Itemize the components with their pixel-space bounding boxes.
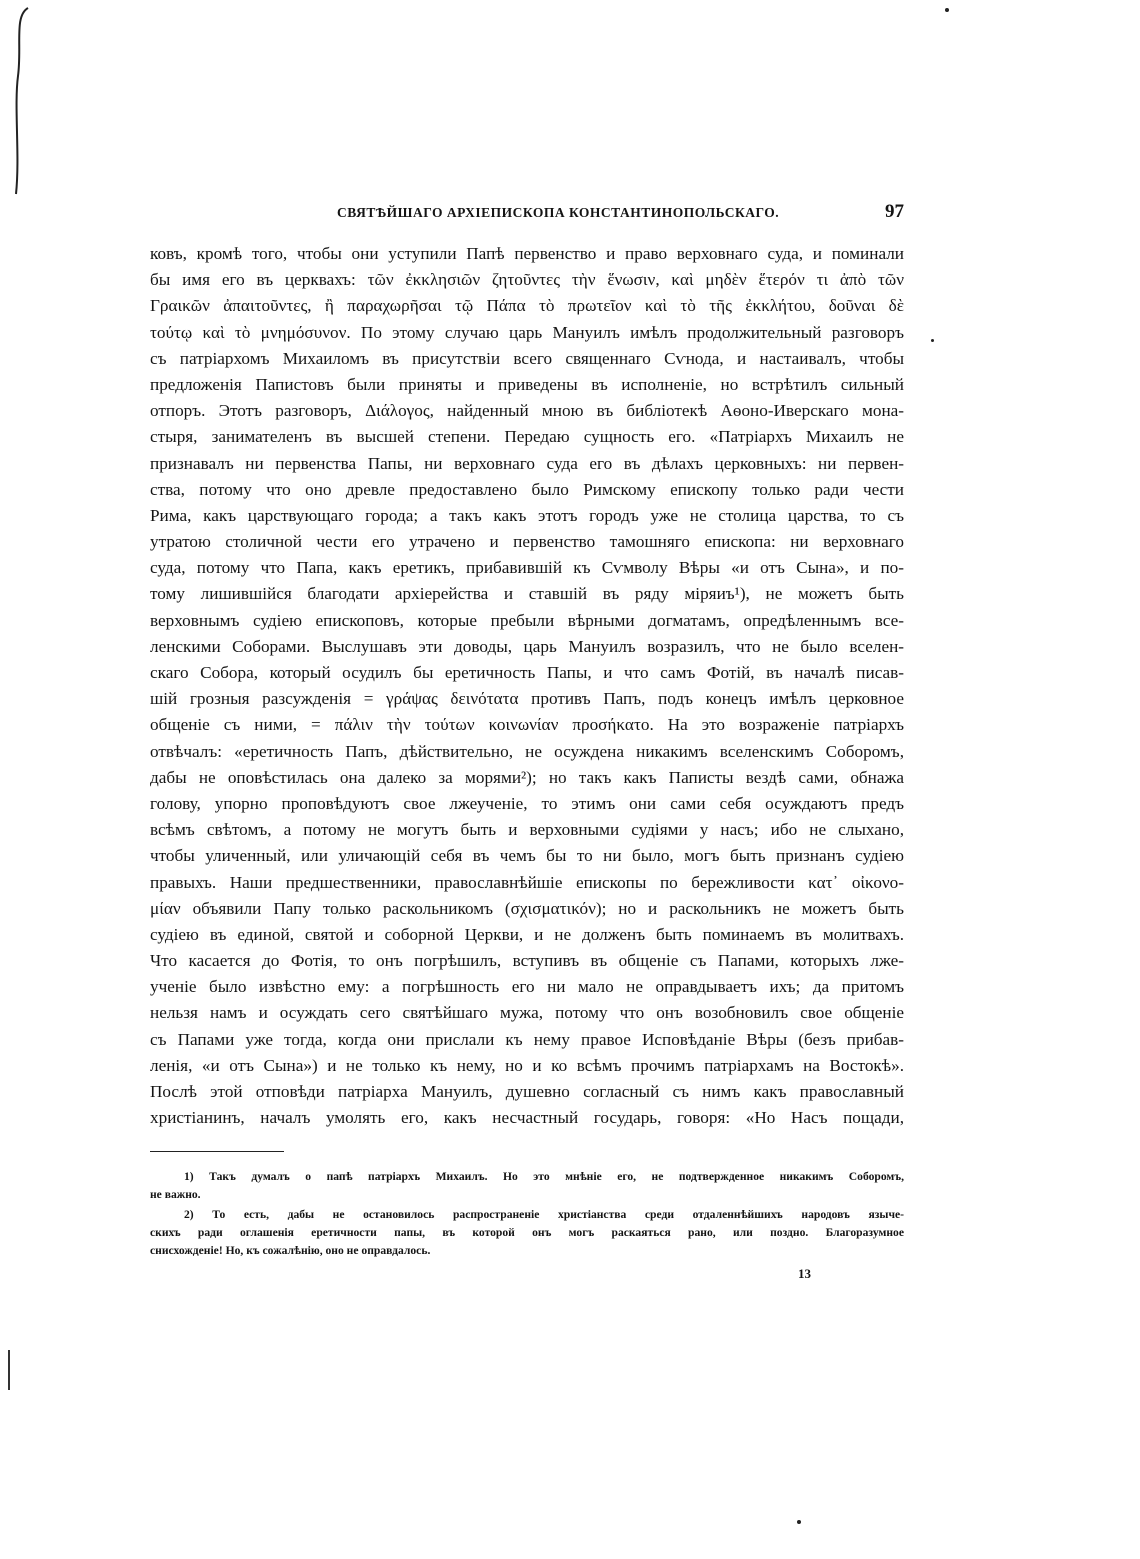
running-header [150, 201, 904, 227]
text-line: стыря, занимателенъ въ высшей степени. Передаю сущность его. «Патріархъ Михаилъ не [150, 427, 904, 447]
text-line: отвѣчалъ: «еретичность Папъ, дѣйствительно, не осуждена никакимъ вселенскимъ Соборомъ, [150, 741, 904, 761]
text-line: чтобы уличенный, или уличающій себя въ чемъ бы то ни было, могъ быть признанъ судіею [150, 846, 904, 866]
text-line: Рима, какъ царствующаго города; а такъ какъ этотъ городъ уже не столица царства, то съ [150, 505, 904, 525]
footnote-1: 1) Такъ думалъ о папѣ патріархъ Михаилъ. Но это мнѣніе его, не подтвержденное никакимъ Соборомъ, [184, 1170, 904, 1183]
text-line: шій грозныя разсужденія = γράψας δεινότατα противъ Папъ, подъ конецъ имѣлъ церковное [150, 689, 904, 709]
scan-edge-bracket [6, 6, 34, 196]
text-line: христіанинъ, началъ умолять его, какъ несчастный государь, говоря: «Но Насъ пощади, [150, 1108, 904, 1128]
text-line: голову, упорно проповѣдуютъ свое лжеученіе, то этимъ они сами себя осуждаютъ предъ [150, 793, 904, 813]
text-line: Γραικῶν ἀπαιτοῦντες, ἢ παραχωρῆσαι τῷ Πάπα τὸ πρωτεῖον καὶ τὸ τῆς ἐκκλήτου, δοῦναι δὲ [150, 296, 904, 316]
footnote-2: 2) То есть, дабы не остановилось распространеніе христіанства среди отдаленнѣйшихъ народовъ языче- [184, 1208, 904, 1221]
scan-dust-mark [945, 8, 949, 12]
scan-dust-mark [931, 339, 934, 342]
text-line: Что касается до Фотія, то онъ погрѣшилъ, вступивъ въ общеніе съ Папами, которыхъ лже- [150, 951, 904, 971]
running-title: СВЯТѢЙШАГО АРХІЕПИСКОПА КОНСТАНТИНОПОЛЬСКАГО. [337, 205, 780, 220]
text-line: всѣмъ свѣтомъ, а потому не могутъ быть и верховными судіями у насъ; ибо не слыхано, [150, 820, 904, 840]
text-line: τούτῳ καὶ τὸ μνημόσυνον. По этому случаю царь Мануилъ имѣлъ продолжительный разговоръ [150, 322, 904, 342]
text-line: общеніе съ ними, = πάλιν τὴν τούτων κοινωνίαν προσήκατο. На это возраженіе патріархъ [150, 715, 904, 735]
text-line: Послѣ этой отповѣди патріарха Мануилъ, душевно согласный съ нимъ какъ православный [150, 1082, 904, 1101]
footnote-1-continued: не важно. [150, 1188, 201, 1201]
page-number: 97 [885, 201, 904, 222]
text-line: ства, потому что оно древле предоставлено было Римскому епископу только ради чести [150, 479, 904, 499]
text-line: ковъ, кромѣ того, чтобы они уступили Папѣ первенство и право верховнаго суда, и поминали [150, 244, 904, 263]
text-line: тому лишившійся благодати архіерейства и ставшій въ ряду міряиъ¹), не можетъ быть [150, 584, 904, 604]
text-line: признавалъ ни первенства Папы, ни верховнаго суда его въ дѣлахъ церковныхъ: ни первен- [150, 453, 904, 473]
text-line: предложенія Папистовъ были приняты и приведены въ исполненіе, но встрѣтилъ сильный [150, 374, 904, 394]
text-line: дабы не оповѣстилась она далеко за морями²); но такъ какъ Паписты вездѣ сами, обнажа [150, 767, 904, 787]
text-line: верховнымъ судіею епископовъ, которые пребыли вѣрными догматамъ, опредѣленнымъ все- [150, 610, 904, 630]
scan-dust-mark [797, 1520, 801, 1524]
footnotes [150, 1168, 904, 1260]
text-line: скаго Собора, который осудилъ бы еретичность Папы, и что самъ Фотій, въ началѣ писав- [150, 663, 904, 682]
text-line: суда, потому что Папа, какъ еретикъ, прибавившій къ Сѵмволу Вѣры «и отъ Сына», и по- [150, 558, 904, 578]
footnote-2-continued: снисхожденіе! Но, къ сожалѣнію, оно не оправдалось. [150, 1244, 431, 1257]
signature-mark: 13 [798, 1266, 811, 1281]
footnote-2-continued: скихъ ради оглашенія еретичности папы, въ которой онъ могъ раскаяться рано, или поздно. Благоразумное [150, 1226, 904, 1239]
text-line: ленія, «и отъ Сына») и не только къ нему, но и ко всѣмъ прочимъ патріархамъ на Востокѣ». [150, 1055, 904, 1075]
text-line: нельзя намъ и осуждать сего святѣйшаго мужа, потому что онъ возобновилъ свое общеніе [150, 1003, 904, 1023]
text-line: утратою столичной чести его утрачено и первенство тамошняго епископа: ни верховнаго [150, 532, 904, 552]
scan-edge-mark [8, 1350, 10, 1390]
text-line: правыхъ. Наши предшественники, православнѣйшіе епископы по бережливости κατ᾽ οἰκονο- [150, 872, 904, 892]
main-text [150, 241, 904, 1131]
footnote-rule [150, 1151, 284, 1152]
text-line: μίαν объявили Папу только раскольникомъ (σχισματικόν); но и раскольникъ не можетъ быть [150, 898, 904, 918]
text-line: съ патріархомъ Михаиломъ въ присутствіи всего священнаго Сѵнода, и настаивалъ, чтобы [150, 348, 904, 368]
text-line: съ Папами уже тогда, когда они прислали къ нему правое Исповѣданіе Вѣры (безъ прибав- [150, 1029, 904, 1049]
text-line: бы имя его въ церквахъ: τῶν ἐκκλησιῶν ζητοῦντες τὴν ἕνωσιν, καὶ μηδὲν ἕτερόν τι ἀπὸ τῶν [150, 270, 904, 290]
text-line: отпоръ. Этотъ разговоръ, Διάλογος, найденный мною въ библіотекѣ Аѳоно-Иверскаго мона- [150, 401, 904, 421]
text-line: ученіе было извѣстно ему: а погрѣшность его ни мало не оправдываетъ ихъ; да притомъ [150, 977, 904, 997]
text-line: судіею въ единой, святой и соборной Церкви, и не долженъ быть поминаемъ въ молитвахъ. [150, 924, 904, 944]
text-line: ленскими Соборами. Выслушавъ эти доводы, царь Мануилъ возразилъ, что не было вселен- [150, 636, 904, 656]
